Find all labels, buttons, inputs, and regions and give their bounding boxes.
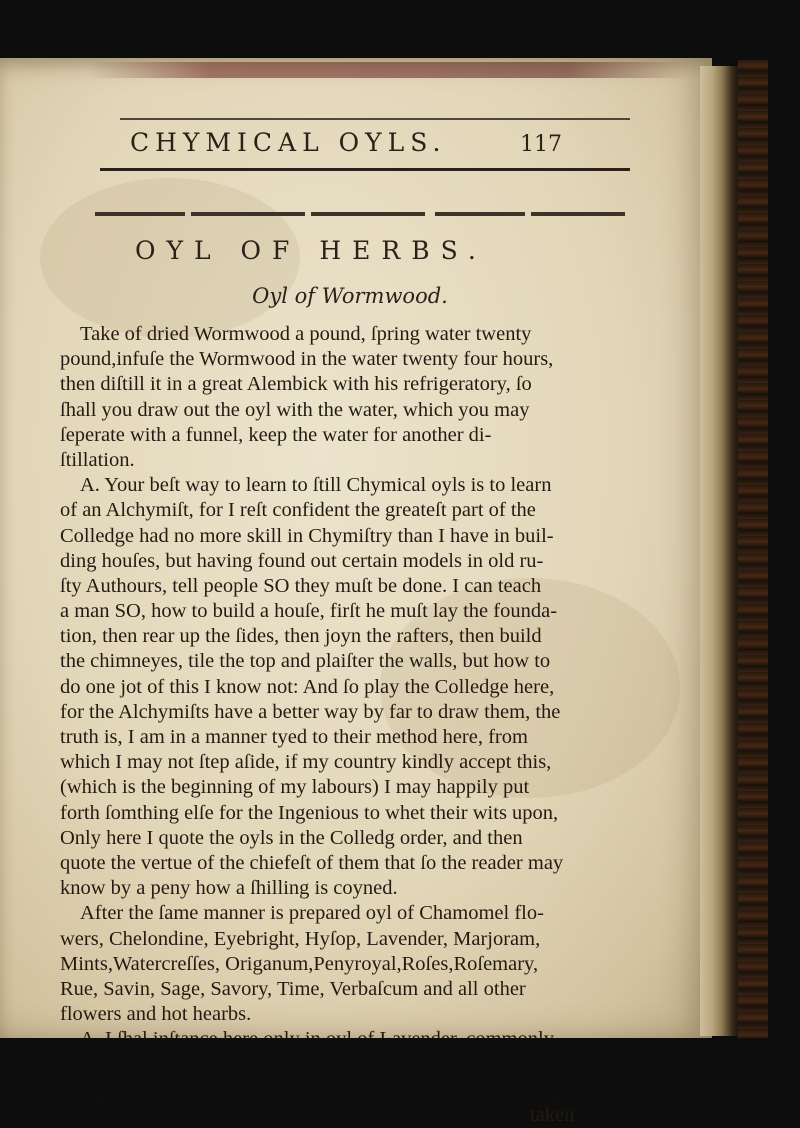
header-rule-bottom <box>100 168 630 171</box>
scan-background <box>0 1038 800 1100</box>
text-line: know by a peny how a ſhilling is coyned. <box>60 877 398 900</box>
text-line: of an Alchymiſt, for I reſt confident the greateſt part of the <box>60 499 536 522</box>
section-title: OYL OF HERBS. <box>135 236 487 265</box>
text-line: flowers and hot hearbs. <box>60 1003 252 1026</box>
text-line: truth is, I am in a manner tyed to their method here, from <box>60 726 528 748</box>
running-title: CHYMICAL OYLS. <box>130 128 447 157</box>
text-line: Take of dried Wormwood a pound, ſpring water twenty <box>80 323 532 345</box>
book-edge <box>738 60 768 1040</box>
top-edge-discoloration <box>90 62 690 78</box>
page-number: 117 <box>520 132 562 157</box>
text-line: Only here I quote the oyls in the Colledg order, and then <box>60 826 523 849</box>
text-line: pound,infuſe the Wormwood in the water twenty four hours, <box>60 348 554 371</box>
catchword: taken <box>530 1103 575 1126</box>
text-line: ſhall you draw out the oyl with the water, which you may <box>60 398 530 421</box>
text-line: Mints,Watercreſſes, Origanum,Penyroyal,Roſes,Roſemary, <box>60 952 539 975</box>
text-line: After the ſame manner is prepared oyl of Chamomel flo- <box>80 902 544 925</box>
text-line: the chimneyes, tile the top and plaiſter the walls, but how to <box>60 650 551 673</box>
text-line: Colledge had no more skill in Chymiſtry than I have in buil- <box>60 524 554 547</box>
page-gutter-shadow <box>700 66 740 1036</box>
text-line: ſtillation. <box>60 448 135 471</box>
text-line: which I may not ſtep aſide, if my country kindly accept this, <box>60 751 552 774</box>
text-line: (which is the beginning of my labours) I may happily put <box>60 776 530 799</box>
text-line: ſty Authours, tell people SO they muſt be done. I can teach <box>60 574 542 597</box>
text-line: quote the vertue of the chiefeſt of them that ſo the reader may <box>60 851 564 874</box>
text-line: wers, Chelondine, Eyebright, Hyſop, Lavender, Marjoram, <box>60 927 541 950</box>
section-rule <box>95 212 625 216</box>
text-line: tion, then rear up the ſides, then joyn the rafters, then build <box>60 625 542 648</box>
section-subtitle: Oyl of Wormwood. <box>252 284 448 308</box>
text-line: do one jot of this I know not: And ſo play the Colledge here, <box>60 675 555 698</box>
text-line: Rue, Savin, Sage, Savory, Time, Verbaſcum and all other <box>60 977 526 1000</box>
text-line: ſeperate with a funnel, keep the water for another di- <box>60 423 492 446</box>
header-rule-top <box>120 118 630 120</box>
text-line: for the Alchymiſts have a better way by far to draw them, the <box>60 700 561 723</box>
text-line: forth ſomthing elſe for the Ingenious to whet their wits upon, <box>60 801 559 824</box>
text-line: a man SO, how to build a houſe, firſt he muſt lay the founda- <box>60 600 558 623</box>
running-head <box>0 128 700 168</box>
body-text <box>60 322 640 1128</box>
text-line: then diſtill it in a great Alembick with his refrigeratory, ſo <box>60 373 532 396</box>
text-line: A. Your beſt way to learn to ſtill Chymical oyls is to learn <box>80 474 552 497</box>
text-line: ding houſes, but having found out certain models in old ru- <box>60 549 544 572</box>
